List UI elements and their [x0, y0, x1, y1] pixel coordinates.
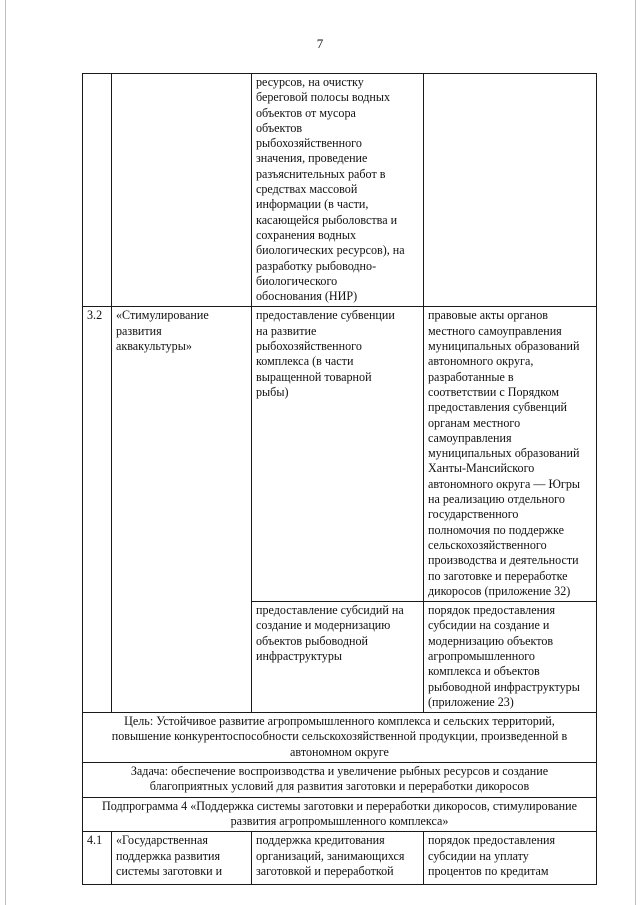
goal-text: Цель: Устойчивое развитие агропромышленного комплекса и сельских территорий, повышение конкурентоспособности сельскохозяйственной продукции, произведенной в автономном округе	[83, 713, 597, 763]
table-row-3-2-a	[83, 307, 597, 602]
row-number-cell: 3.2	[83, 307, 112, 713]
legal-basis-cell	[424, 74, 597, 307]
program-measures-table	[82, 73, 597, 885]
task-text: Задача: обеспечение воспроизводства и увеличение рыбных ресурсов и создание благоприятных условий для развития заготовки и переработки дикоросов	[83, 763, 597, 798]
subprogram-row	[83, 797, 597, 832]
row-number-cell: 4.1	[83, 832, 112, 885]
legal-basis-cell: порядок предоставления субсидии на уплату процентов по кредитам	[424, 832, 597, 885]
legal-basis-cell: правовые акты органов местного самоуправления муниципальных образований автономного округа, разработанные в соответствии с Порядком предоставления субвенций органам местного самоуправления муниципальных образований Ханты-Мансийского автономного округа — Югры на реализацию отдельного государственного полномочия по поддержке сельскохозяйственного производства и деятельности по заготовке и переработке дикоросов (приложение 32)	[424, 307, 597, 602]
scan-edge-right	[635, 0, 636, 905]
task-row	[83, 763, 597, 798]
goal-row	[83, 713, 597, 763]
measure-name-cell: «Стимулирование развития аквакультуры»	[112, 307, 252, 713]
table-row-continuation	[83, 74, 597, 307]
measure-name-cell	[112, 74, 252, 307]
measure-content-cell: поддержка кредитования организаций, занимающихся заготовкой и переработкой	[252, 832, 424, 885]
row-number-cell	[83, 74, 112, 307]
legal-basis-cell: порядок предоставления субсидии на создание и модернизацию объектов агропромышленного комплекса и объектов рыбоводной инфраструктуры (приложение 23)	[424, 602, 597, 713]
table-row-4-1	[83, 832, 597, 885]
measure-name-cell: «Государственная поддержка развития системы заготовки и	[112, 832, 252, 885]
scan-edge-left	[5, 0, 6, 905]
measure-content-cell: предоставление субсидий на создание и модернизацию объектов рыбоводной инфраструктуры	[252, 602, 424, 713]
measure-content-cell: предоставление субвенции на развитие рыбохозяйственного комплекса (в части выращенной товарной рыбы)	[252, 307, 424, 602]
subprogram-title: Подпрограмма 4 «Поддержка системы заготовки и переработки дикоросов, стимулирование развития агропромышленного комплекса»	[83, 797, 597, 832]
page-number: 7	[316, 36, 324, 51]
measure-content-cell: ресурсов, на очистку береговой полосы водных объектов от мусора объектов рыбохозяйственного значения, проведение разъяснительных работ в средствах массовой информации (в части, касающейся рыболовства и сохранения водных биологических ресурсов), на разработку рыбоводно- биологического обоснования (НИР)	[252, 74, 424, 307]
